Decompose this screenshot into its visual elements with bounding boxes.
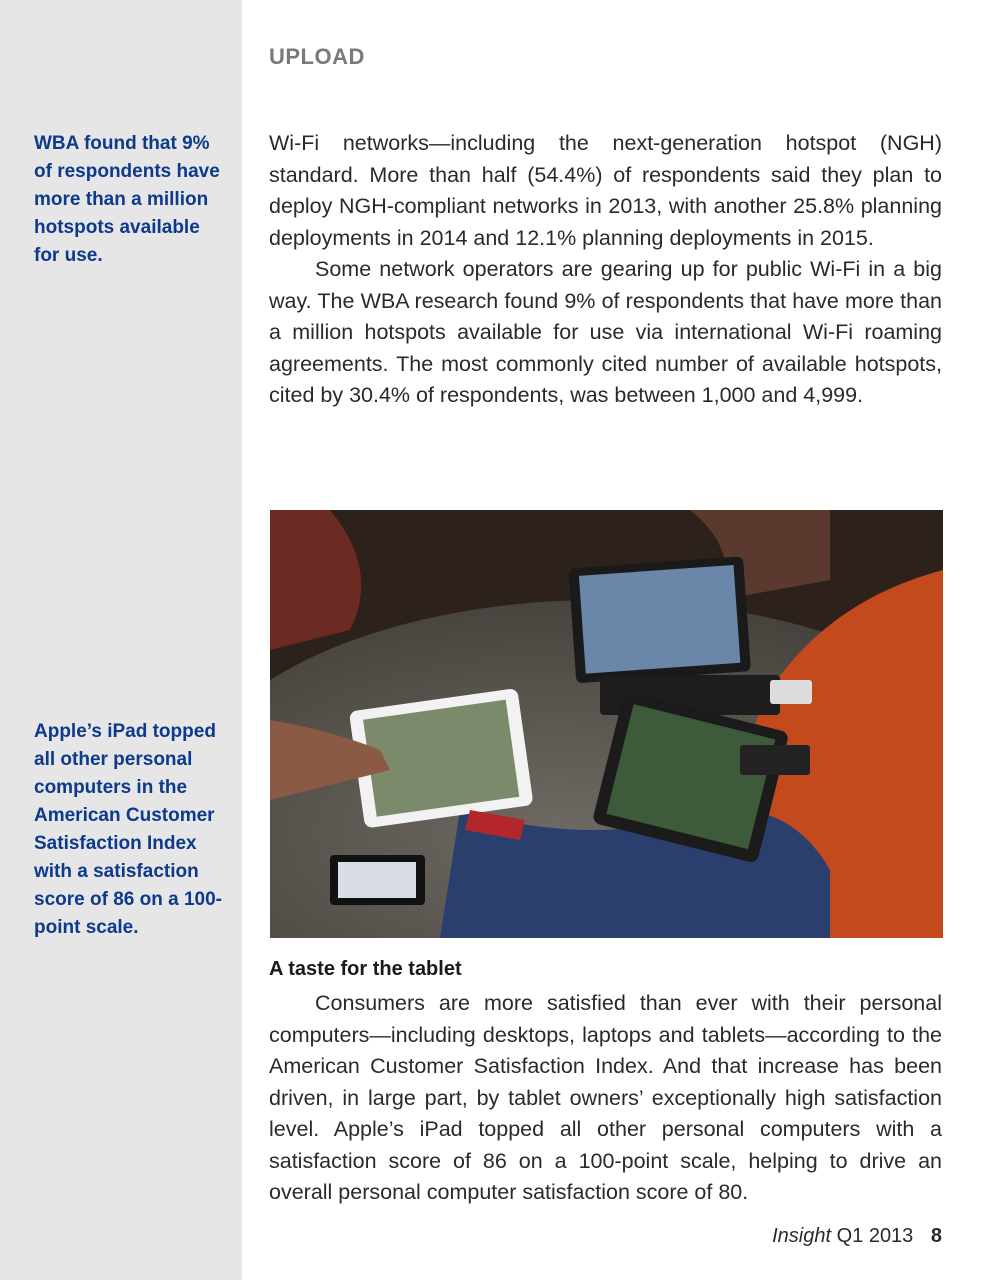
pullquote-ipad: Apple’s iPad topped all other personal computers in the American Customer Satisfaction Index with a satisfaction score of 86 on a 100-point scale. bbox=[34, 721, 222, 938]
article-subhead: A taste for the tablet bbox=[269, 958, 462, 980]
paragraph-ngh: Wi-Fi networks—including the next-generation hotspot (NGH) standard. More than half (54.4%) of respondents said they plan to deploy NGH-compliant networks in 2013, with another 25.8% planning deployments in 2014 and 12.1% planning deployments in 2015. bbox=[269, 131, 942, 250]
paragraph-satisfaction: Consumers are more satisfied than ever with their personal computers—including desktops, laptops and tablets—according to the American Customer Satisfaction Index. And that increase has been driven, in large part, by tablet owners’ exceptionally high satisfaction level. Apple’s iPad topped all other personal computers with a satisfaction score of 86 on a 100-point scale, helping to drive an overall personal computer satisfaction score of 80. bbox=[269, 991, 942, 1204]
page-number: 8 bbox=[930, 1225, 942, 1247]
article-photo bbox=[270, 510, 943, 938]
page-footer bbox=[772, 1225, 942, 1248]
section-label: UPLOAD bbox=[269, 44, 365, 69]
publication-name: Insight bbox=[772, 1225, 832, 1247]
pullquote-hotspots: WBA found that 9% of respondents have more than a million hotspots available for use. bbox=[34, 133, 220, 266]
article-body-bottom bbox=[269, 988, 942, 1209]
paragraph-hotspots: Some network operators are gearing up for public Wi-Fi in a big way. The WBA research found 9% of respondents that have more than a million hotspots available for use via international Wi-Fi roaming agreements. The most commonly cited number of available hotspots, cited by 30.4% of respondents, was between 1,000 and 4,999. bbox=[269, 257, 942, 407]
article-body-top bbox=[269, 128, 942, 412]
issue-label: Q1 2013 bbox=[836, 1225, 914, 1247]
